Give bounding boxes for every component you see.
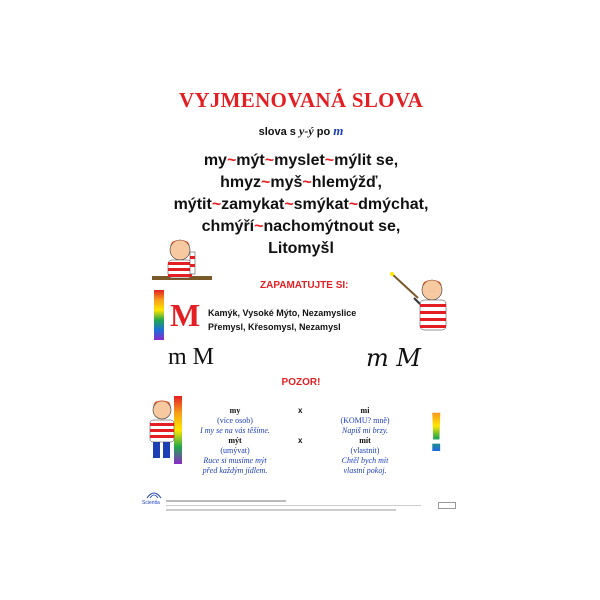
remember-line-2: Přemysl, Křesomysl, Nezamysl (208, 322, 341, 332)
tilde-separator: ~ (324, 152, 335, 169)
compare-comment: (umývat) (220, 446, 250, 455)
remember-line-1: Kamýk, Vysoké Mýto, Nezamyslice (208, 308, 357, 318)
cursive-letters: m M (366, 344, 421, 372)
word: hmyz (220, 174, 261, 191)
word: dmýchat, (358, 196, 429, 213)
compare-word: mýt (228, 436, 242, 445)
subtitle-yy: y-ý (299, 124, 314, 138)
compare-right-2 (320, 436, 410, 476)
big-letter-m: M (170, 297, 201, 333)
boy-pointer-illustration (388, 272, 458, 336)
compare-sentence: před každým jídlem. (202, 466, 268, 475)
compare-sentence: vlastní pokoj. (343, 466, 387, 475)
word: nachomýtnout se, (263, 218, 401, 235)
tilde-separator: ~ (284, 196, 294, 213)
poster-title: VYJMENOVANÁ SLOVA (178, 88, 424, 112)
boy-pencil-illustration (144, 394, 188, 466)
tilde-separator: ~ (348, 196, 359, 213)
subtitle-prefix: slova s (258, 126, 296, 138)
compare-comment: (více osob) (217, 416, 253, 425)
versus-mark: x (298, 406, 303, 415)
word: chmýří (201, 218, 255, 235)
scientia-logo-icon (146, 490, 162, 499)
subtitle-letter: m (333, 123, 344, 138)
compare-right-1 (320, 406, 410, 436)
compare-sentence: Ruce si musíme mýt (203, 456, 267, 465)
subtitle (140, 123, 462, 139)
footer-logo: Scientia (142, 500, 160, 506)
tilde-separator: ~ (211, 196, 222, 213)
compare-left-1 (190, 406, 280, 436)
remember-title: ZAPAMATUJTE SI: (260, 280, 349, 291)
compare-comment: (KOMU? mně) (340, 416, 390, 425)
word: Litomyšl (268, 240, 334, 257)
versus-mark: x (298, 436, 303, 445)
compare-sentence: Chtěl bych mít (341, 456, 389, 465)
tilde-separator: ~ (261, 174, 271, 191)
tilde-separator: ~ (302, 174, 312, 191)
word: zamykat (221, 196, 285, 213)
compare-word: mít (359, 436, 371, 445)
tilde-separator: ~ (226, 152, 237, 169)
compare-sentence: I my se na vás těšíme. (200, 426, 270, 435)
tilde-separator: ~ (254, 218, 264, 235)
footer-fine-print (166, 500, 436, 511)
compare-left-2 (190, 436, 280, 476)
compare-comment: (vlastnit) (350, 446, 380, 455)
print-letters: m M (168, 344, 215, 370)
word: smýkat (293, 196, 349, 213)
word: mýlit se, (334, 152, 399, 169)
word: hlemýžď, (311, 174, 382, 191)
compare-word: mi (360, 406, 370, 415)
word-line (140, 172, 462, 194)
word-line (140, 150, 462, 172)
exclamation-mark-icon: ! (427, 400, 446, 463)
word: mýtit (173, 196, 212, 213)
compare-sentence: Napiš mi brzy. (341, 426, 388, 435)
boy-leaning-illustration (150, 234, 214, 292)
compare-word: my (229, 406, 241, 415)
remember-names (208, 306, 356, 334)
footer-code-box (438, 502, 456, 509)
poster (140, 72, 462, 542)
subtitle-mid: po (316, 126, 331, 138)
word: mýt (236, 152, 265, 169)
word-line (140, 194, 462, 216)
word: my (203, 152, 227, 169)
pozor-title: POZOR! (281, 377, 321, 388)
word: myslet (274, 152, 325, 169)
rainbow-block (152, 290, 166, 340)
word: myš (270, 174, 303, 191)
tilde-separator: ~ (264, 152, 275, 169)
